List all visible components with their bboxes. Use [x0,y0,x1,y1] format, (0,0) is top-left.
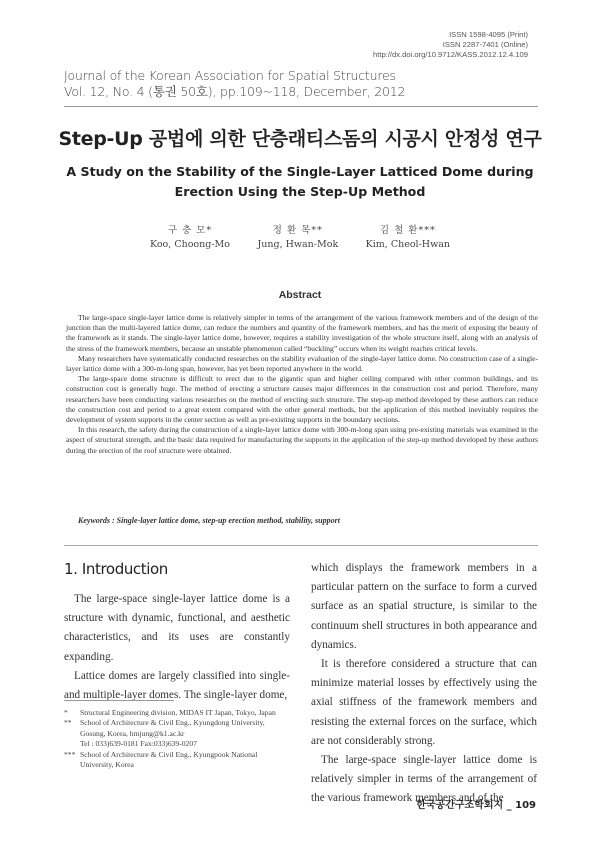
body-paragraph: which displays the framework members in a particular pattern on the surface to form a curved surface as an spatial structure, is similar to the continuum shell structures in both appearance and dynamics. [311,562,537,651]
section-title-introduction: 1. Introduction [64,560,168,578]
author-3 [366,224,450,252]
paper-title-english: A Study on the Stability of the Single-Layer Latticed Dome during Erection Using the Step-Up Method [66,164,534,199]
journal-header [64,68,405,100]
abstract-heading: Abstract [278,289,322,301]
issn-print: ISSN 1598-4095 (Print) [449,30,528,39]
keywords-text: Single-layer lattice dome, step-up erection method, stability, support [116,516,340,525]
abstract-paragraph: Many researchers have systematically conducted researches on the stability evaluation of the single-layer lattice dome. No construction case of a single-layer lattice dome with a 300-m-long span, however, has yet been reported anywhere in the world. [66,353,538,374]
author-1 [150,224,230,252]
abstract-paragraph: The large-space dome structure is difficult to erect due to the gigantic span and higher ceiling compared with other common buildings, and its construction cost is generally huge. The method of erecting a structure causes major differences in the construction cost and period. Therefore, many researchers have been conducting various researches on the method of erecting such structure. The step-up method developed by these authors can reduce the construction cost and period to a great extent compared with the other general methods, but the application of this method inevitably requires the development of system supports in the center section as well as pre-existing supports in the boundary sections. [66,374,538,425]
paper-title-korean: Step-Up 공법에 의한 단층래티스돔의 시공시 안정성 연구 [58,128,542,150]
footnote-text: School of Architecture & Civil Eng., Kyungdong University, Gosung, Korea, hmjung@k1.ac.kr [80,718,265,738]
footnote [64,739,292,749]
footnote-text: School of Architecture & Civil Eng., Kyungpook National University, Korea [80,749,258,770]
author-name-korean: 구 충 모* [167,225,213,236]
abstract-paragraph: The large-space single-layer lattice dome is relatively simpler in terms of the arrangement of the various framework members and of the design of the junction than the multi-layered lattice dome, can reduce the numbers and quantity of the framework members, and has the merit of exposing the beauty of the framework as it stands. The single-layer lattice dome, however, requires a stability investigation of the whole structure itself, along with an analysis of the stress of the framework members, because an unstable phenomenon called “buckling” occurs when its weight reaches critical levels. [66,313,538,353]
abstract-paragraph: In this research, the safety during the construction of a single-layer lattice dome with 300-m-long span using pre-existing materials was examined in the aspect of structural strength, and the basic data required for manufacturing the supports in the application of the step-up method developed by these authors during the erection of the roof structure were obtained. [66,425,538,455]
footnote [64,750,292,771]
keywords-line [78,516,340,525]
keywords-label: Keywords : [78,516,117,525]
footnote-mark: ** [64,718,72,728]
author-name-english: Jung, Hwan-Mok [257,239,339,250]
author-name-english: Koo, Choong-Mo [150,239,231,250]
issn-online: ISSN 2287-7401 (Online) [442,40,528,49]
abstract-divider [64,545,538,546]
volume-line: Vol. 12, No. 4 (통권 50호), pp.109~118, December, 2012 [64,84,406,99]
footnote [64,718,292,739]
abstract-body [66,313,538,456]
author-2 [257,224,338,252]
body-paragraph: It is therefore considered a structure that can minimize material losses by effectively using the axial stiffness of the framework members and resisting the external forces on the surface, which are not considerably strong. [311,658,537,747]
header-divider [64,106,538,107]
doi-link[interactable]: http://dx.doi.org/10.9712/KASS.2012.12.4.109 [373,50,528,59]
footnotes [64,708,292,770]
author-name-korean: 정 환 목** [272,225,323,236]
issn-block [373,30,528,60]
page-footer: 한국공간구조학회지 _ 109 [416,800,536,811]
footnote [64,708,292,718]
footnote-text: Tel : 033)639-0181 Fax:033)639-0207 [80,739,197,749]
footnote-mark: * [64,708,68,717]
body-paragraph: The large-space single-layer lattice dome is relatively simpler in terms of the arrangement of the various framework members and of the [311,754,537,805]
footnote-mark [64,739,80,749]
footnote-divider [64,700,174,701]
footnote-text: Structural Engineering division, MIDAS IT Japan, Tokyo, Japan [80,708,276,717]
author-name-korean: 김 철 환*** [379,225,436,236]
author-name-english: Kim, Cheol-Hwan [365,239,450,250]
left-column [64,590,290,705]
right-column [311,559,537,809]
journal-name: Journal of the Korean Association for Spatial Structures [64,68,396,83]
body-paragraph: Lattice domes are largely classified into single- and multiple-layer domes. The single-layer dome, [64,669,290,702]
footnote-mark: *** [64,749,76,759]
body-paragraph: The large-space single-layer lattice dome is a structure with dynamic, functional, and aesthetic characteristics, and its uses are constantly expanding. [64,593,290,663]
author-list [150,224,450,252]
